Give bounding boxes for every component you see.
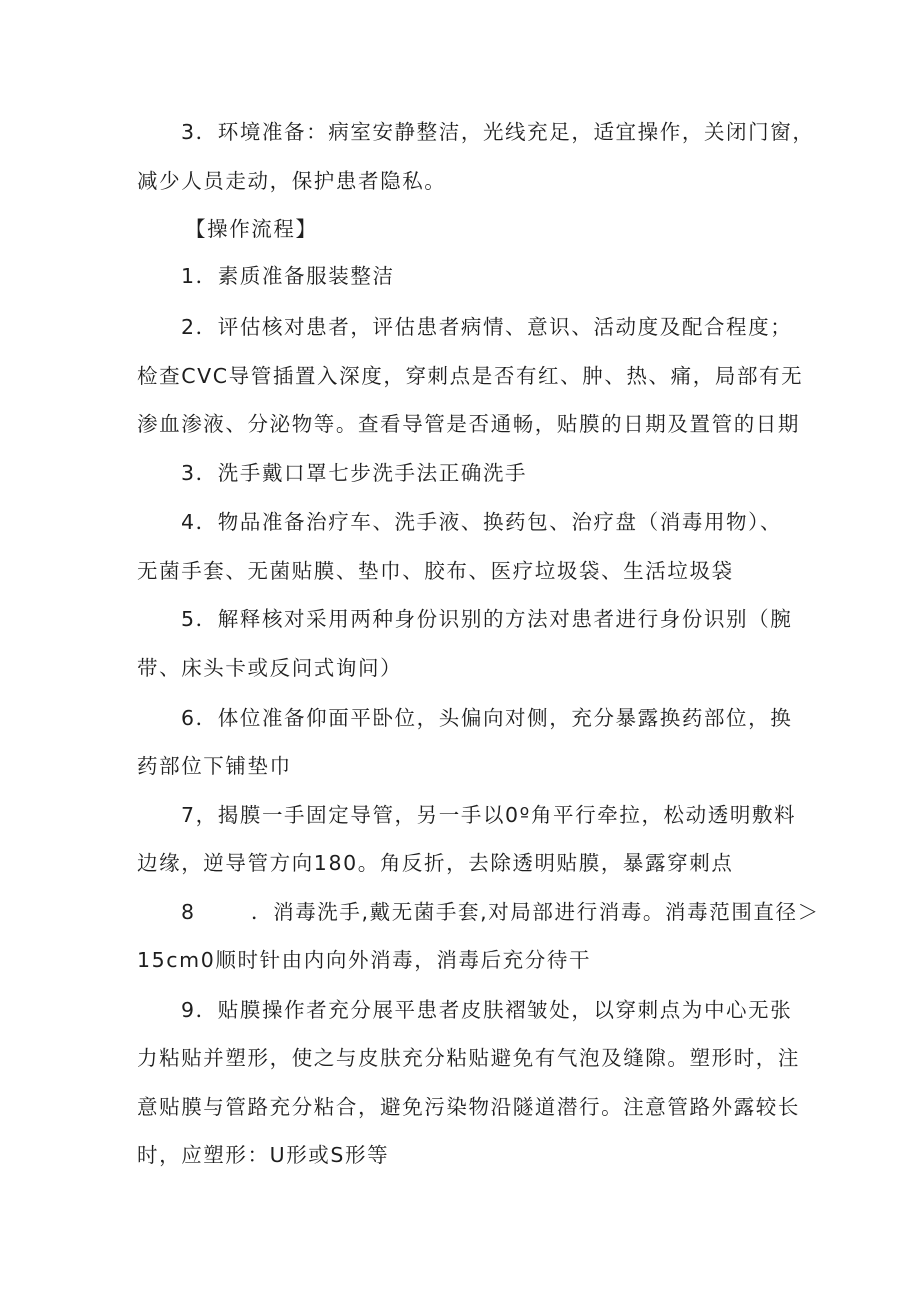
step-8-text: ．消毒洗手,戴无菌手套,对局部进行消毒。消毒范围直径＞: [251, 900, 820, 924]
step-3: 3．洗手戴口罩七步洗手法正确洗手: [181, 461, 528, 485]
step-2-line3: 渗血渗液、分泌物等。查看导管是否通畅，贴膜的日期及置管的日期: [137, 412, 800, 436]
step-1: 1．素质准备服装整洁: [181, 264, 395, 288]
step-9-line1: 9．贴膜操作者充分展平患者皮肤褶皱处，以穿刺点为中心无张: [181, 998, 793, 1022]
section-heading: 【操作流程】: [185, 217, 318, 241]
step-9-line4: 时，应塑形：U形或S形等: [137, 1143, 390, 1167]
step-6-line1: 6．体位准备仰面平卧位，头偏向对侧，充分暴露换药部位，换: [181, 706, 793, 730]
step-2-line2: 检查CVC导管插置入深度，穿刺点是否有红、肿、热、痛，局部有无: [137, 364, 804, 388]
step-5-line2: 带、床头卡或反问式询问）: [137, 656, 403, 680]
step-8-number: 8: [181, 900, 196, 924]
step-4-line1: 4．物品准备治疗车、洗手液、换药包、治疗盘（消毒用物）、: [181, 510, 783, 534]
step-2-line1: 2．评估核对患者，评估患者病情、意识、活动度及配合程度；: [181, 315, 793, 339]
paragraph-env-prep-line2: 减少人员走动，保护患者隐私。: [137, 169, 447, 193]
step-9-line3: 意贴膜与管路充分粘合，避免污染物沿隧道潜行。注意管路外露较长: [137, 1095, 800, 1119]
paragraph-env-prep-line1: 3．环境准备：病室安静整洁，光线充足，适宜操作，关闭门窗，: [181, 120, 815, 144]
step-8-line2: 15cm0顺时针由内向外消毒，消毒后充分待干: [137, 948, 592, 972]
step-7-line2: 边缘，逆导管方向180。角反折，去除透明贴膜，暴露穿刺点: [137, 851, 734, 875]
step-6-line2: 药部位下铺垫巾: [137, 754, 292, 778]
step-8-line1: [181, 898, 820, 926]
step-4-line2: 无菌手套、无菌贴膜、垫巾、胶布、医疗垃圾袋、生活垃圾袋: [137, 559, 734, 583]
step-9-line2: 力粘贴并塑形，使之与皮肤充分粘贴避免有气泡及缝隙。塑形时，注: [137, 1046, 800, 1070]
step-7-line1: 7，揭膜一手固定导管，另一手以0º角平行牵拉，松动透明敷料: [181, 803, 797, 827]
step-5-line1: 5．解释核对采用两种身份识别的方法对患者进行身份识别（腕: [181, 607, 793, 631]
